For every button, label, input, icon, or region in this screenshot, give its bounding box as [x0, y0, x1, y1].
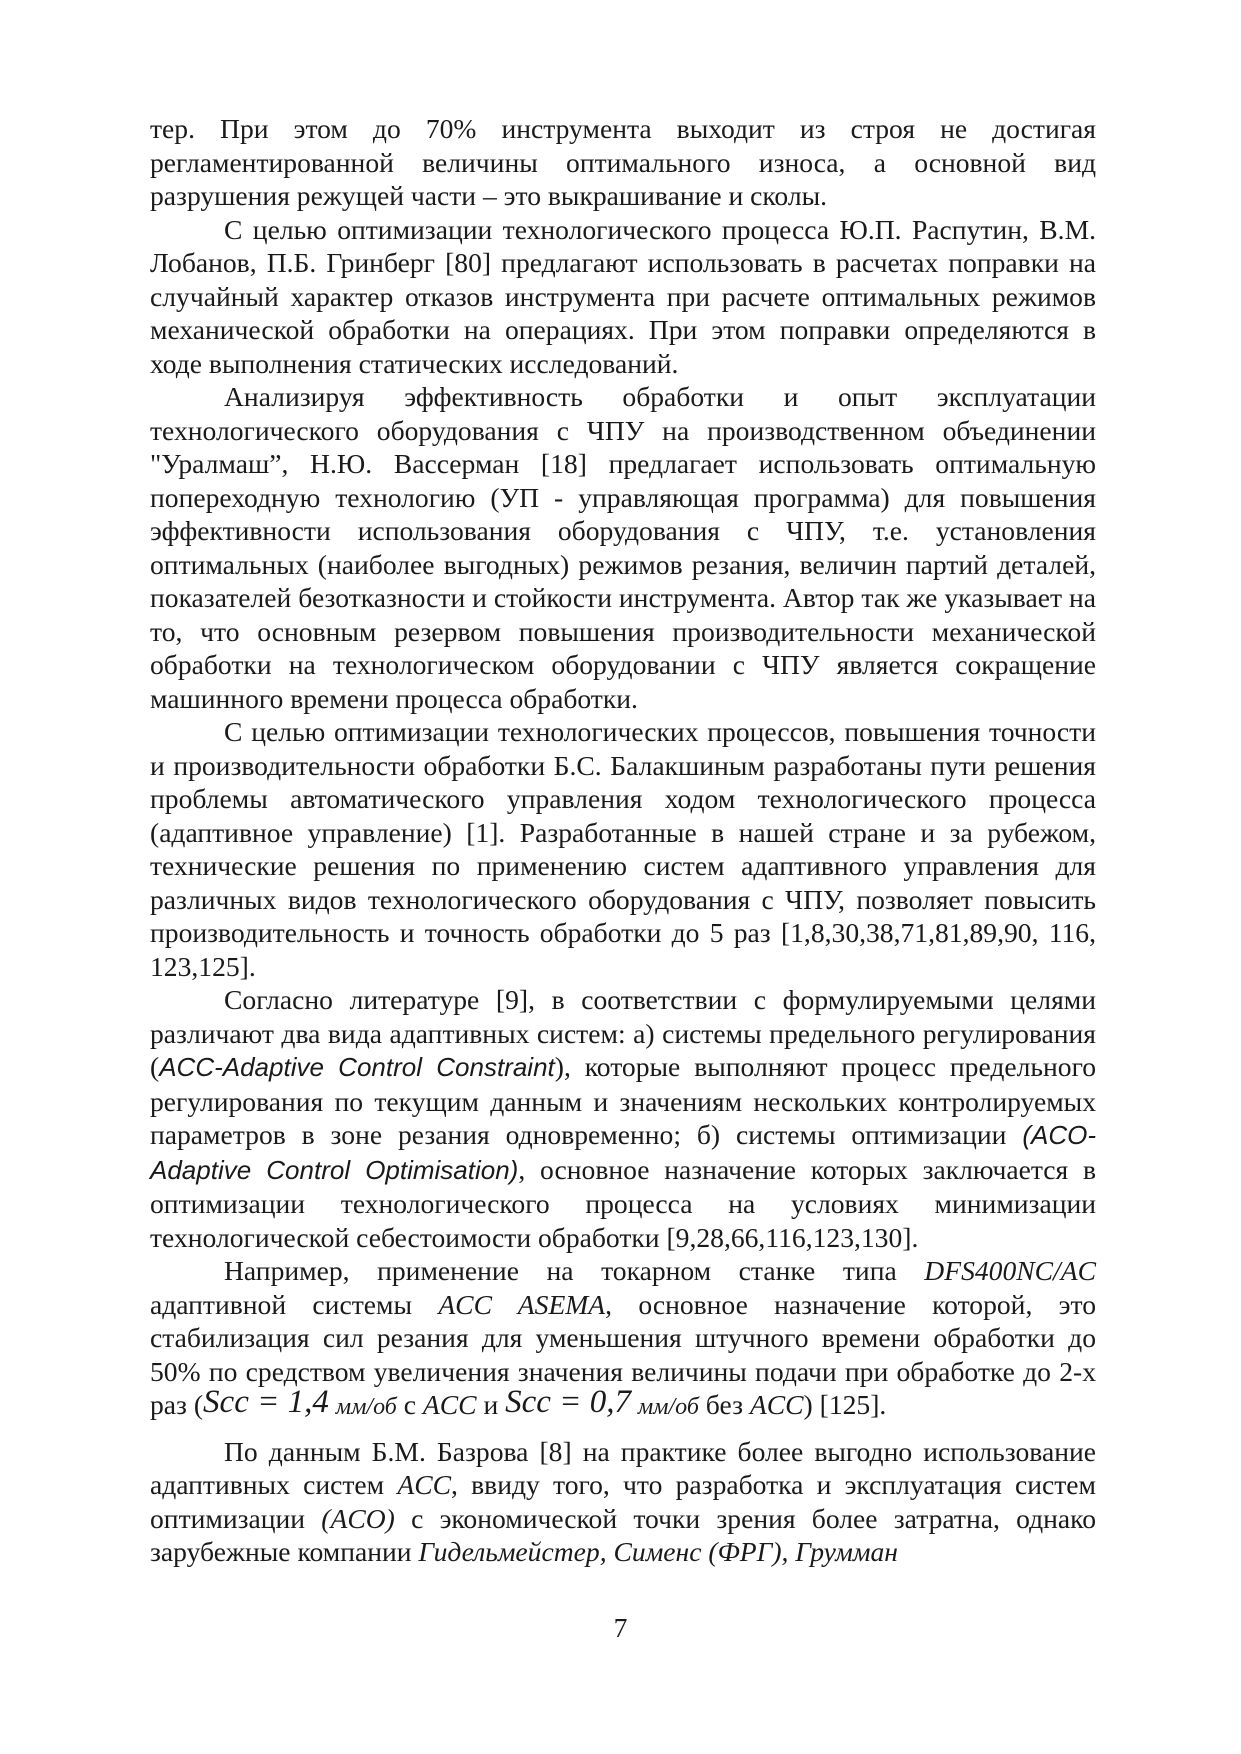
formula-feed-with-acc: Scc = 1,4: [203, 1384, 329, 1420]
page-number: 7: [613, 1612, 628, 1643]
paragraph-7-text-3: с экономической точки зрения более затратна, однако зарубежные компании: [150, 1502, 1096, 1567]
paragraph-7-text-2: , ввиду того, что разработка и эксплуатация систем оптимизации: [150, 1469, 1096, 1534]
paragraph-7: [150, 1435, 1096, 1569]
paragraph-6-text-6: без: [698, 1389, 750, 1420]
paragraph-5-text-3: , основное назначение которых заключается в оптимизации технологического процесса на условиях минимизации технологической себестоимости обработки [9,28,66,116,123,130].: [150, 1153, 1097, 1253]
acc-term: ACC-Adaptive Control Constraint: [159, 1052, 555, 1082]
paragraph-6-text-2: адаптивной системы: [150, 1288, 439, 1320]
document-body: [150, 112, 1096, 1569]
paragraph-4: С целью оптимизации технологических процессов, повышения точности и производительности обработки Б.С. Балакшиным разработаны пути решения проблемы автоматического управления ходом технологического процесса (адаптивное управление) [1]. Разработанные в нашей стране и за рубежом, технические решения по применению систем адаптивного управления для различных видов технологического оборудования с ЧПУ, позволяет повысить производительность и точность обработки до 5 раз [1,8,30,38,71,81,89,90, 116, 123,125].: [150, 716, 1096, 982]
paragraph-2: С целью оптимизации технологического процесса Ю.П. Распутин, В.М. Лобанов, П.Б. Гринберг [80] предлагают использовать в расчетах поправки на случайный характер отказов инструмента при расчете оптимальных режимов механической обработки на операциях. При этом поправки определяются в ходе выполнения статических исследований.: [150, 213, 1096, 379]
paragraph-6-text-5: и: [476, 1389, 506, 1420]
acc-label-1: ACC: [422, 1389, 477, 1420]
paragraph-5: [150, 983, 1096, 1254]
company-names: Гидельмейстер, Сименс (ФРГ), Грумман: [418, 1536, 898, 1567]
unit-mm-per-rev-1: мм/об: [335, 1394, 397, 1420]
formula-feed-without-acc: Scc = 0,7: [505, 1384, 631, 1420]
unit-mm-per-rev-2: мм/об: [637, 1394, 699, 1420]
paragraph-5-text-2: ), которые выполняют процесс предельного регулирования по текущим данным и значениям нескольких контролируемых параметров в зоне резания одновременно; б) системы оптимизации: [150, 1051, 1096, 1150]
paragraph-6-text-4: с: [396, 1389, 423, 1420]
aco-term-2: (ACO): [321, 1502, 395, 1534]
paragraph-6-text-7: ) [125].: [803, 1389, 887, 1420]
aco-term: (ACO- Adaptive Control Optimisation): [150, 1120, 1096, 1185]
paragraph-3: Анализируя эффективность обработки и опыт эксплуатации технологического оборудования с ЧПУ на производственном объединении "Уралмаш”, Н.Ю. Вассерман [18] предлагает использовать оптимальную попереходную технологию (УП - управляющая программа) для повышения эффективности использования оборудования с ЧПУ, т.е. установления оптимальных (наиболее выгодных) режимов резания, величин партий деталей, показателей безотказности и стойкости инструмента. Автор так же указывает на то, что основным резервом повышения производительности механической обработки на технологическом оборудовании с ЧПУ является сокращение машинного времени процесса обработки.: [150, 381, 1096, 714]
paragraph-7-text-1: По данным Б.М. Базрова [8] на практике более выгодно использование адаптивных систем: [150, 1435, 1096, 1500]
machine-model: DFS400NC/AC: [924, 1255, 1096, 1286]
paragraph-6-text-1: Например, применение на токарном станке типа: [224, 1255, 925, 1286]
paragraph-6: [150, 1254, 1096, 1425]
acc-label-2: ACC: [749, 1389, 804, 1420]
acc-term-2: ACC: [397, 1469, 452, 1500]
paragraph-1: тер. При этом до 70% инструмента выходит из строя не достигая регламентированной величины оптимального износа, а основной вид разрушения режущей части – это выкрашивание и сколы.: [150, 113, 1096, 211]
paragraph-5-text-1: Согласно литературе [9], в соответствии с формулируемыми целями различают два вида адаптивных систем: а) системы предельного регулирования (: [150, 984, 1096, 1082]
paragraph-6-text-3: , основное назначение которой, это стабилизация сил резания для уменьшения штучного времени обработки до 50% по средством увеличения значения величины подачи при обработке до 2-х раз (: [150, 1288, 1096, 1420]
system-name: ACC ASEMA: [438, 1288, 606, 1320]
